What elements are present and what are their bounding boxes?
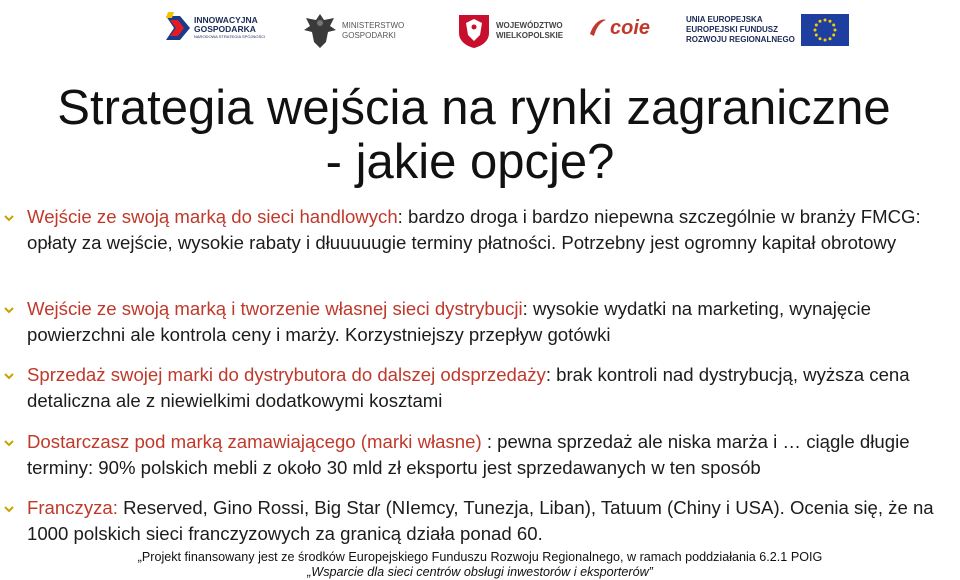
ig-line1: INNOWACYJNA <box>194 15 258 25</box>
bullet-marker-icon <box>4 362 14 388</box>
bullet-item <box>27 204 952 256</box>
slide-title-line1: Strategia wejścia na rynki zagraniczne <box>57 81 891 135</box>
eu-line1: UNIA EUROPEJSKA <box>686 15 763 24</box>
wielkopolskie-logo <box>456 13 563 49</box>
bullet-lead: Sprzedaż swojej marki do dystrybutora do dalszej odsprzedaży <box>27 364 546 385</box>
coie-swoosh-icon <box>588 16 608 40</box>
bullet-item <box>27 296 952 348</box>
bullet-text: : bardzo droga i bardzo niepewna szczególnie w branży FMCG: opłaty za wejście, wysokie rabaty i dłuuuuugie terminy płatności. Potrzebny jest ogromny kapitał obrotowy <box>27 206 921 253</box>
region-line1: WOJEWÓDZTWO <box>496 21 563 30</box>
coie-logo <box>588 16 650 40</box>
bullet-marker-icon <box>4 296 14 322</box>
eu-flag-icon <box>801 14 849 46</box>
ministerstwo-gospodarki-logo <box>302 12 404 50</box>
bullet-marker-icon <box>4 429 14 455</box>
region-line2: WIELKOPOLSKIE <box>496 31 564 40</box>
bullet-text: Reserved, Gino Rossi, Big Star (NIemcy, Tunezja, Liban), Tatuum (Chiny i USA). Ocenia się, że na 1000 polskich sieci franczyzowych za granicą działa ponad 60. <box>27 497 934 544</box>
region-crest-icon <box>456 13 492 49</box>
eu-logo <box>686 14 849 46</box>
bullet-text: : brak kontroli nad dystrybucją, wyższa cena detaliczna ale z niewielkimi dodatkowymi kosztami <box>27 364 910 411</box>
bullet-lead: Wejście ze swoją marką do sieci handlowych <box>27 206 398 227</box>
ministry-line2: GOSPODARKI <box>342 31 396 40</box>
bullet-lead: Wejście ze swoją marką i tworzenie własnej sieci dystrybucji <box>27 298 523 319</box>
ig-line3: NARODOWA STRATEGIA SPÓJNOŚCI <box>194 34 266 39</box>
bullet-marker-icon <box>4 204 14 230</box>
bullet-lead: Franczyza: <box>27 497 118 518</box>
innowacyjna-gospodarka-logo <box>166 12 265 44</box>
bullet-text: : wysokie wydatki na marketing, wynajęcie powierzchni ale kontrola ceny i marży. Korzystniejszy przepływ gotówki <box>27 298 871 345</box>
polish-eagle-icon <box>302 12 338 50</box>
logo-bar <box>0 0 960 60</box>
slide-title-line2: - jakie opcje? <box>325 135 615 189</box>
bullet-text: : pewna sprzedaż ale niska marża i … ciągle długie terminy: 90% polskich mebli z około 30 mld zł eksportu jest sprzedawanych w ten sposób <box>27 431 910 478</box>
footer-funding-note: „Projekt finansowany jest ze środków Europejskiego Funduszu Rozwoju Regionalnego, w ramach poddziałania 6.2.1 POIG <box>137 550 823 564</box>
bullet-item <box>27 429 952 481</box>
bullet-item <box>27 495 952 547</box>
footer-project-name: „Wsparcie dla sieci centrów obsługi inwestorów i eksporterów” <box>307 565 653 579</box>
ig-line2: GOSPODARKA <box>194 24 256 34</box>
bullet-item <box>27 362 952 414</box>
ministry-line1: MINISTERSTWO <box>342 21 405 30</box>
bullet-marker-icon <box>4 495 14 521</box>
bullet-lead: Dostarczasz pod marką zamawiającego (marki własne) <box>27 431 482 452</box>
ig-mark-icon <box>166 12 190 44</box>
eu-line3: ROZWOJU REGIONALNEGO <box>686 35 795 44</box>
eu-line2: EUROPEJSKI FUNDUSZ <box>686 25 779 34</box>
coie-text: coie <box>610 16 651 39</box>
